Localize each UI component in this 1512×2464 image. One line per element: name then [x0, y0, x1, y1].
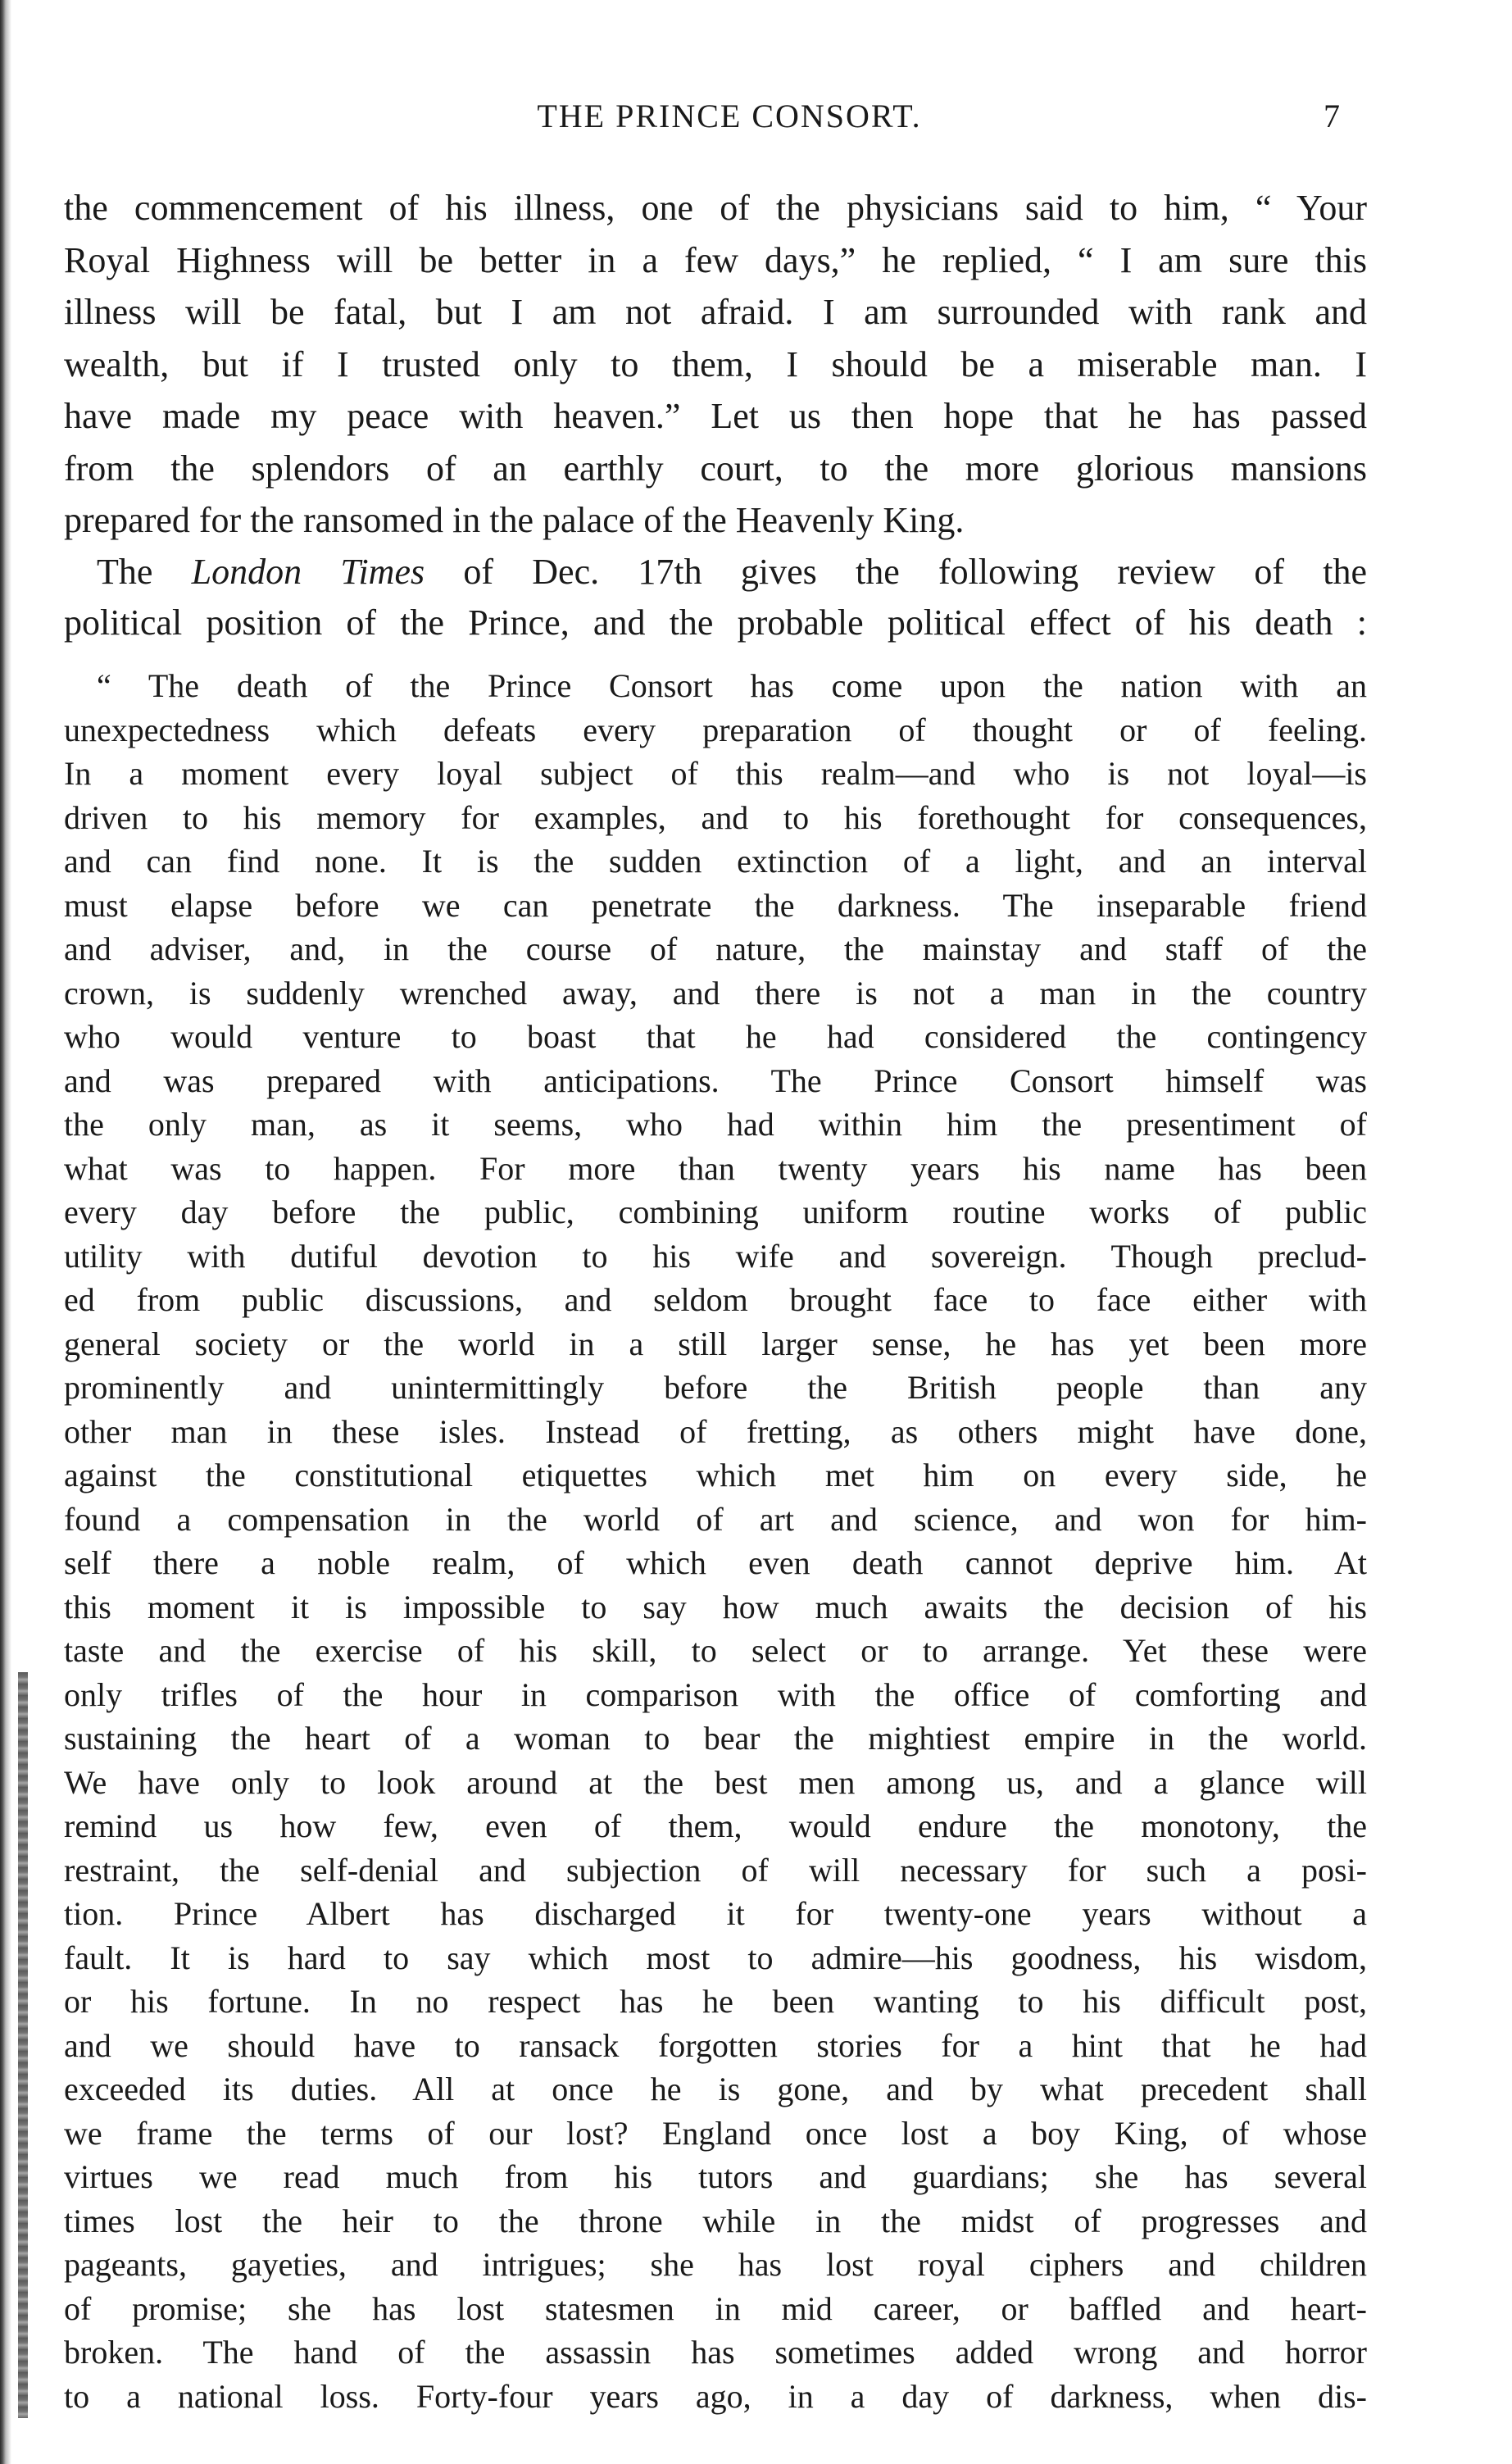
- page-number: 7: [1324, 98, 1340, 134]
- quote-line: crown, is suddenly wrenched away, and there is not a man in the country: [64, 974, 1367, 1012]
- quote-line: this moment it is impossible to say how much awaits the decision of his: [64, 1588, 1367, 1625]
- quote-line: to a national loss. Forty-four years ago, in a day of darkness, when dis-: [64, 2377, 1367, 2415]
- quote-line: other man in these isles. Instead of fretting, as others might have done,: [64, 1412, 1367, 1450]
- quote-line: sustaining the heart of a woman to bear the mightiest empire in the world.: [64, 1720, 1367, 1757]
- quote-line: found a compensation in the world of art and science, and won for him-: [64, 1500, 1367, 1538]
- quote-line: restraint, the self-denial and subjection of will necessary for such a posi-: [64, 1851, 1367, 1889]
- quote-line: times lost the heir to the throne while in the midst of progresses and: [64, 2202, 1367, 2239]
- quote-line: In a moment every loyal subject of this realm—and who is not loyal—is: [64, 755, 1367, 792]
- quote-line: who would venture to boast that he had considered the contingency: [64, 1018, 1367, 1055]
- quote-line: broken. The hand of the assassin has sometimes added wrong and horror: [64, 2334, 1367, 2371]
- quote-line: must elapse before we can penetrate the darkness. The inseparable friend: [64, 886, 1367, 924]
- quote-line: we frame the terms of our lost? England once lost a boy King, of whose: [64, 2114, 1367, 2152]
- quote-line: against the constitutional etiquettes which met him on every side, he: [64, 1457, 1367, 1493]
- text-line: political position of the Prince, and the probable political effect of his death :: [64, 602, 1367, 643]
- page-spine-shadow: [0, 0, 11, 2464]
- quote-line: exceeded its duties. All at once he is gone, and by what precedent shall: [64, 2071, 1367, 2107]
- quote-line: and adviser, and, in the course of nature, the mainstay and staff of the: [64, 930, 1367, 967]
- quote-line: unexpectedness which defeats every preparation of thought or of feeling.: [64, 711, 1367, 748]
- text-line: wealth, but if I trusted only to them, I should be a miserable man. I: [64, 343, 1367, 384]
- quote-line: ed from public discussions, and seldom brought face to face either with: [64, 1281, 1367, 1318]
- text-line: the commencement of his illness, one of the physicians said to him, “ Your: [64, 188, 1367, 228]
- quote-line: the only man, as it seems, who had within him the presentiment of: [64, 1106, 1367, 1143]
- quote-line: tion. Prince Albert has discharged it for twenty-one years without a: [64, 1895, 1367, 1932]
- quote-line: pageants, gayeties, and intrigues; she has lost royal ciphers and children: [64, 2246, 1367, 2283]
- quote-line: of promise; she has lost statesmen in mid career, or baffled and heart-: [64, 2289, 1367, 2327]
- quote-line: utility with dutiful devotion to his wife and sovereign. Though preclud-: [64, 1237, 1367, 1275]
- text-line: Royal Highness will be better in a few days,” he replied, “ I am sure this: [64, 239, 1367, 280]
- quote-line: or his fortune. In no respect has he been wanting to his difficult post,: [64, 1983, 1367, 2020]
- quote-line: and can find none. It is the sudden extinction of a light, and an interval: [64, 843, 1367, 880]
- page-binding-mark: [18, 1672, 28, 2418]
- quote-line: virtues we read much from his tutors and guardians; she has several: [64, 2158, 1367, 2195]
- quote-line: We have only to look around at the best men among us, and a glance will: [64, 1763, 1367, 1801]
- quote-line: every day before the public, combining uniform routine works of public: [64, 1193, 1367, 1230]
- text-line: illness will be fatal, but I am not afraid. I am surrounded with rank and: [64, 292, 1367, 332]
- quote-line: self there a noble realm, of which even death cannot deprive him. At: [64, 1544, 1367, 1581]
- quote-line: and was prepared with anticipations. The Prince Consort himself was: [64, 1062, 1367, 1099]
- text-line: prepared for the ransomed in the palace of the Heavenly King.: [64, 500, 965, 540]
- quote-line: remind us how few, even of them, would endure the monotony, the: [64, 1807, 1367, 1844]
- quoted-article: [64, 664, 1367, 2418]
- quote-line: prominently and unintermittingly before the British people than any: [64, 1369, 1367, 1406]
- paragraph-continuation: [64, 182, 1367, 547]
- quote-line: only trifles of the hour in comparison with the office of comforting and: [64, 1675, 1367, 1713]
- quote-line: fault. It is hard to say which most to admire—his goodness, his wisdom,: [64, 1939, 1367, 1976]
- paragraph-times-intro: [64, 547, 1367, 648]
- running-title: THE PRINCE CONSORT.: [537, 98, 922, 134]
- quote-line: taste and the exercise of his skill, to select or to arrange. Yet these were: [64, 1632, 1367, 1669]
- quote-line: driven to his memory for examples, and to his forethought for consequences,: [64, 798, 1367, 836]
- text-line: have made my peace with heaven.” Let us then hope that he has passed: [64, 396, 1367, 436]
- quote-line: “ The death of the Prince Consort has come upon the nation with an: [97, 667, 1367, 704]
- quote-line: what was to happen. For more than twenty years his name has been: [64, 1149, 1367, 1187]
- newspaper-title: London Times: [191, 552, 425, 592]
- text-run: The: [97, 552, 192, 592]
- quote-line: general society or the world in a still larger sense, he has yet been more: [64, 1325, 1367, 1362]
- quote-line: and we should have to ransack forgotten stories for a hint that he had: [64, 2026, 1367, 2064]
- text-line: from the splendors of an earthly court, to the more glorious mansions: [64, 448, 1367, 489]
- text-line: [64, 547, 1367, 598]
- text-run: of Dec. 17th gives the following review of the: [425, 552, 1368, 592]
